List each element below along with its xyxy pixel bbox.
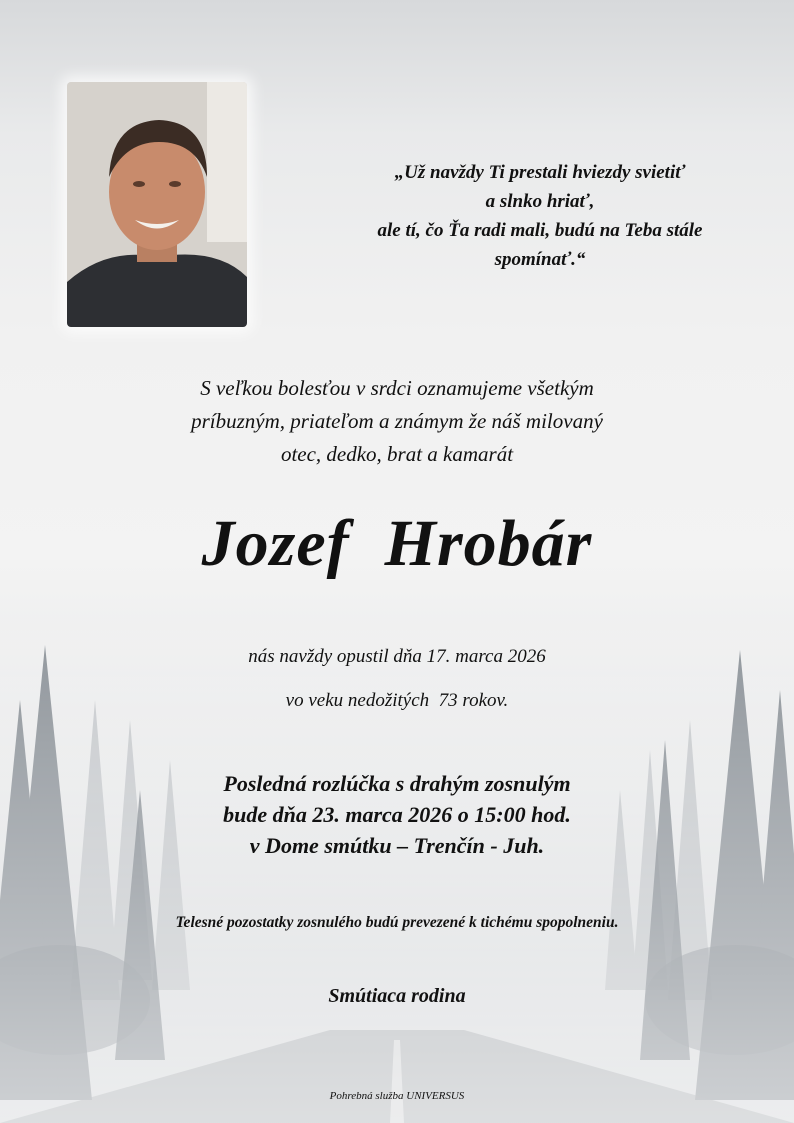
portrait-image — [67, 82, 247, 327]
announcement-line: S veľkou bolesťou v srdci oznamujeme všetkým — [200, 376, 594, 400]
funeral-details — [0, 768, 794, 861]
announcement-line: otec, dedko, brat a kamarát — [280, 442, 514, 466]
quote-line: spomínať.“ — [494, 249, 586, 270]
portrait-photo — [67, 82, 247, 327]
quote-line: ale tí, čo Ťa radi mali, budú na Teba stále — [377, 220, 703, 241]
family-signature: Smútiaca rodina — [328, 985, 466, 1007]
funeral-line: v Dome smútku – Trenčín - Juh. — [249, 833, 545, 858]
funeral-line: bude dňa 23. marca 2026 o 15:00 hod. — [223, 802, 571, 827]
death-date: nás navždy opustil dňa 17. marca 2026 — [248, 646, 546, 667]
funeral-line: Posledná rozlúčka s drahým zosnulým — [223, 771, 571, 796]
remains-note: Telesné pozostatky zosnulého budú prevezené k tichému spopolneniu. — [175, 914, 619, 931]
announcement-text — [100, 372, 694, 471]
quote-line: a slnko hriať, — [485, 191, 595, 212]
memorial-quote — [320, 158, 760, 274]
quote-line: „Už navždy Ti prestali hviezdy svietiť — [394, 162, 686, 183]
funeral-service-footer: Pohrebná služba UNIVERSUS — [329, 1090, 465, 1102]
age-at-death: vo veku nedožitých 73 rokov. — [285, 690, 509, 711]
announcement-line: príbuzným, priateľom a známym že náš milovaný — [191, 409, 603, 433]
deceased-name: Jozef Hrobár — [201, 507, 593, 580]
